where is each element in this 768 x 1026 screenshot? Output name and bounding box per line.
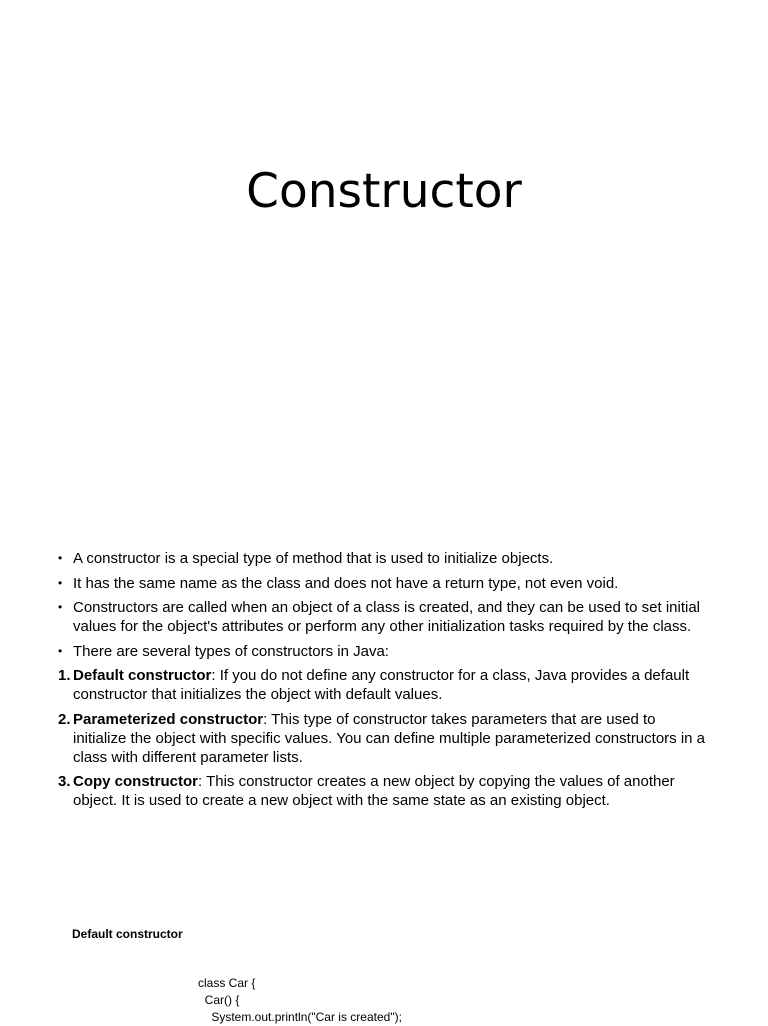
number-marker: 1. <box>58 667 71 684</box>
bullet-marker: • <box>58 575 63 590</box>
term-description: : This type of constructor takes parameters that are used to initialize the object with specific values. You can define multiple parameterized constructors in a class with different parameter lists. <box>73 710 706 766</box>
bullet-item <box>57 598 712 636</box>
section-heading: Default constructor <box>72 927 183 941</box>
bullet-item <box>57 574 712 593</box>
code-line: System.out.println("Car is created"); <box>198 1010 402 1024</box>
slide-title: Constructor <box>246 164 522 219</box>
numbered-item-default-constructor <box>57 666 712 704</box>
code-block <box>198 975 402 1026</box>
numbered-item-copy-constructor <box>57 772 712 810</box>
term-description: : This constructor creates a new object by copying the values of another object. It is used to create a new object with the same state as an existing object. <box>73 773 675 809</box>
bullet-marker: • <box>58 600 63 614</box>
term-label: Copy constructor <box>73 773 199 790</box>
bullet-text: It has the same name as the class and does not have a return type, not even void. <box>73 574 619 592</box>
term-description: : If you do not define any constructor for a class, Java provides a default constructor that initializes the object with default values. <box>73 667 690 703</box>
code-line: Car() { <box>198 993 240 1007</box>
bullet-marker: • <box>58 551 63 565</box>
bullet-text: There are several types of constructors in Java: <box>73 642 389 660</box>
bullet-item <box>57 549 712 568</box>
term-label: Parameterized constructor <box>73 710 264 728</box>
bullet-marker: • <box>58 643 63 658</box>
bullet-item <box>57 642 712 661</box>
bullet-text: A constructor is a special type of method that is used to initialize objects. <box>73 550 554 567</box>
bullet-text: Constructors are called when an object of a class is created, and they can be used to set initial values for the object's attributes or perform any other initialization tasks required by the class. <box>73 599 701 635</box>
numbered-item-parameterized-constructor <box>57 710 712 767</box>
number-marker: 3. <box>58 773 71 790</box>
content-list <box>57 549 712 816</box>
code-line: class Car { <box>198 976 256 990</box>
number-marker: 2. <box>58 710 71 728</box>
term-label: Default constructor <box>73 667 212 684</box>
